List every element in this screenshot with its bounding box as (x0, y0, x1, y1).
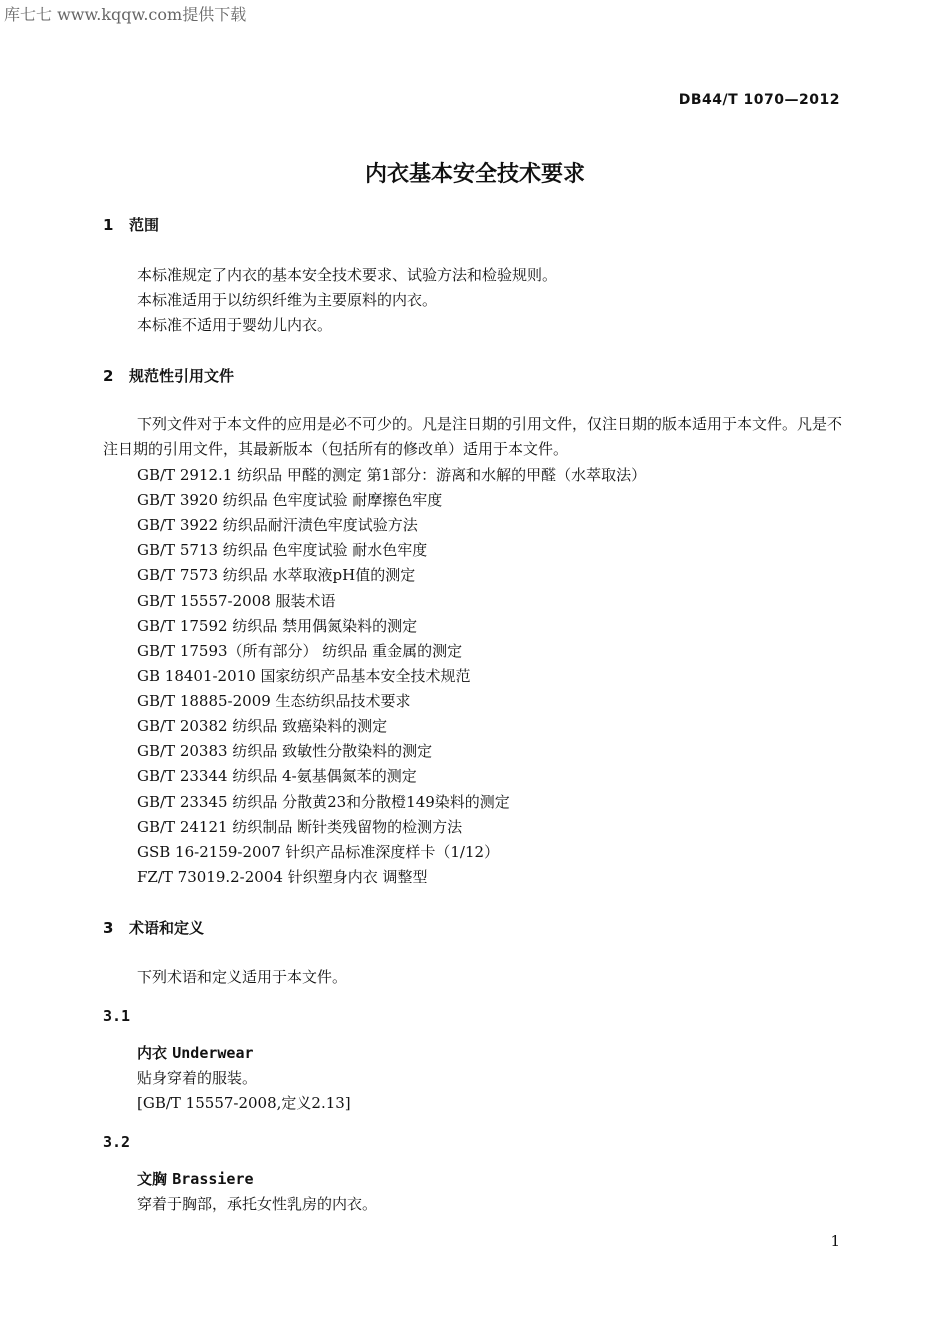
paragraph: 下列术语和定义适用于本文件。 (137, 968, 348, 986)
reference-item: GB/T 20383 纺织品 致敏性分散染料的测定 (137, 742, 433, 760)
page-number: 1 (830, 1232, 840, 1250)
document-title: 内衣基本安全技术要求 (364, 162, 585, 187)
reference-item: GB/T 3920 纺织品 色牢度试验 耐摩擦色牢度 (137, 491, 443, 509)
intro-paragraph: 下列文件对于本文件的应用是必不可少的。凡是注日期的引用文件，仅注日期的版本适用于本文件。凡是不注日期的引用文件，其最新版本（包括所有的修改单）适用于本文件。 (103, 415, 843, 458)
reference-item: GB/T 23344 纺织品 4-氨基偶氮苯的测定 (137, 767, 417, 785)
paragraph: 本标准适用于以纺织纤维为主要原料的内衣。 (137, 291, 438, 309)
term-source: [GB/T 15557-2008,定义2.13] (137, 1094, 351, 1112)
section-title: 范围 (129, 216, 160, 234)
term-title (137, 1168, 254, 1189)
reference-item: GB/T 20382 纺织品 致癌染料的测定 (137, 717, 388, 735)
reference-item: GB/T 3922 纺织品耐汗渍色牢度试验方法 (137, 516, 418, 534)
section-3-heading (103, 917, 204, 938)
term-number: 3.1 (103, 1007, 131, 1025)
standard-code: DB44/T 1070—2012 (678, 92, 840, 108)
section-2-heading (103, 365, 234, 386)
term-number: 3.2 (103, 1133, 131, 1151)
term-definition: 贴身穿着的服装。 (137, 1069, 258, 1087)
section-title: 规范性引用文件 (129, 367, 235, 385)
section-number: 2 (103, 367, 114, 385)
reference-item: GB/T 23345 纺织品 分散黄23和分散橙149染料的测定 (137, 793, 510, 811)
reference-item: GB/T 17592 纺织品 禁用偶氮染料的测定 (137, 617, 418, 635)
reference-item: FZ/T 73019.2-2004 针织塑身内衣 调整型 (137, 868, 428, 886)
reference-item: GB 18401-2010 国家纺织产品基本安全技术规范 (137, 667, 471, 685)
section-number: 1 (103, 216, 114, 234)
reference-item: GB/T 2912.1 纺织品 甲醛的测定 第1部分：游离和水解的甲醛（水萃取法） (137, 466, 647, 484)
term-definition: 穿着于胸部，承托女性乳房的内衣。 (137, 1195, 378, 1213)
reference-item: GB/T 18885-2009 生态纺织品技术要求 (137, 692, 411, 710)
reference-item: GB/T 5713 纺织品 色牢度试验 耐水色牢度 (137, 541, 428, 559)
reference-item: GB/T 7573 纺织品 水萃取液pH值的测定 (137, 566, 416, 584)
term-chinese: 文胸 (137, 1170, 168, 1188)
reference-item: GSB 16-2159-2007 针织产品标准深度样卡（1/12） (137, 843, 500, 861)
section-1-heading (103, 214, 159, 235)
paragraph: 本标准不适用于婴幼儿内衣。 (137, 316, 333, 334)
reference-item: GB/T 15557-2008 服装术语 (137, 592, 336, 610)
term-title (137, 1042, 254, 1063)
reference-item: GB/T 17593（所有部分） 纺织品 重金属的测定 (137, 642, 463, 660)
watermark-text: 库七七 www.kqqw.com提供下载 (4, 5, 247, 24)
section-number: 3 (103, 919, 114, 937)
paragraph: 本标准规定了内衣的基本安全技术要求、试验方法和检验规则。 (137, 266, 558, 284)
section-title: 术语和定义 (129, 919, 205, 937)
term-english: Brassiere (172, 1170, 254, 1188)
reference-item: GB/T 24121 纺织制品 断针类残留物的检测方法 (137, 818, 463, 836)
term-chinese: 内衣 (137, 1044, 168, 1062)
term-english: Underwear (172, 1044, 254, 1062)
